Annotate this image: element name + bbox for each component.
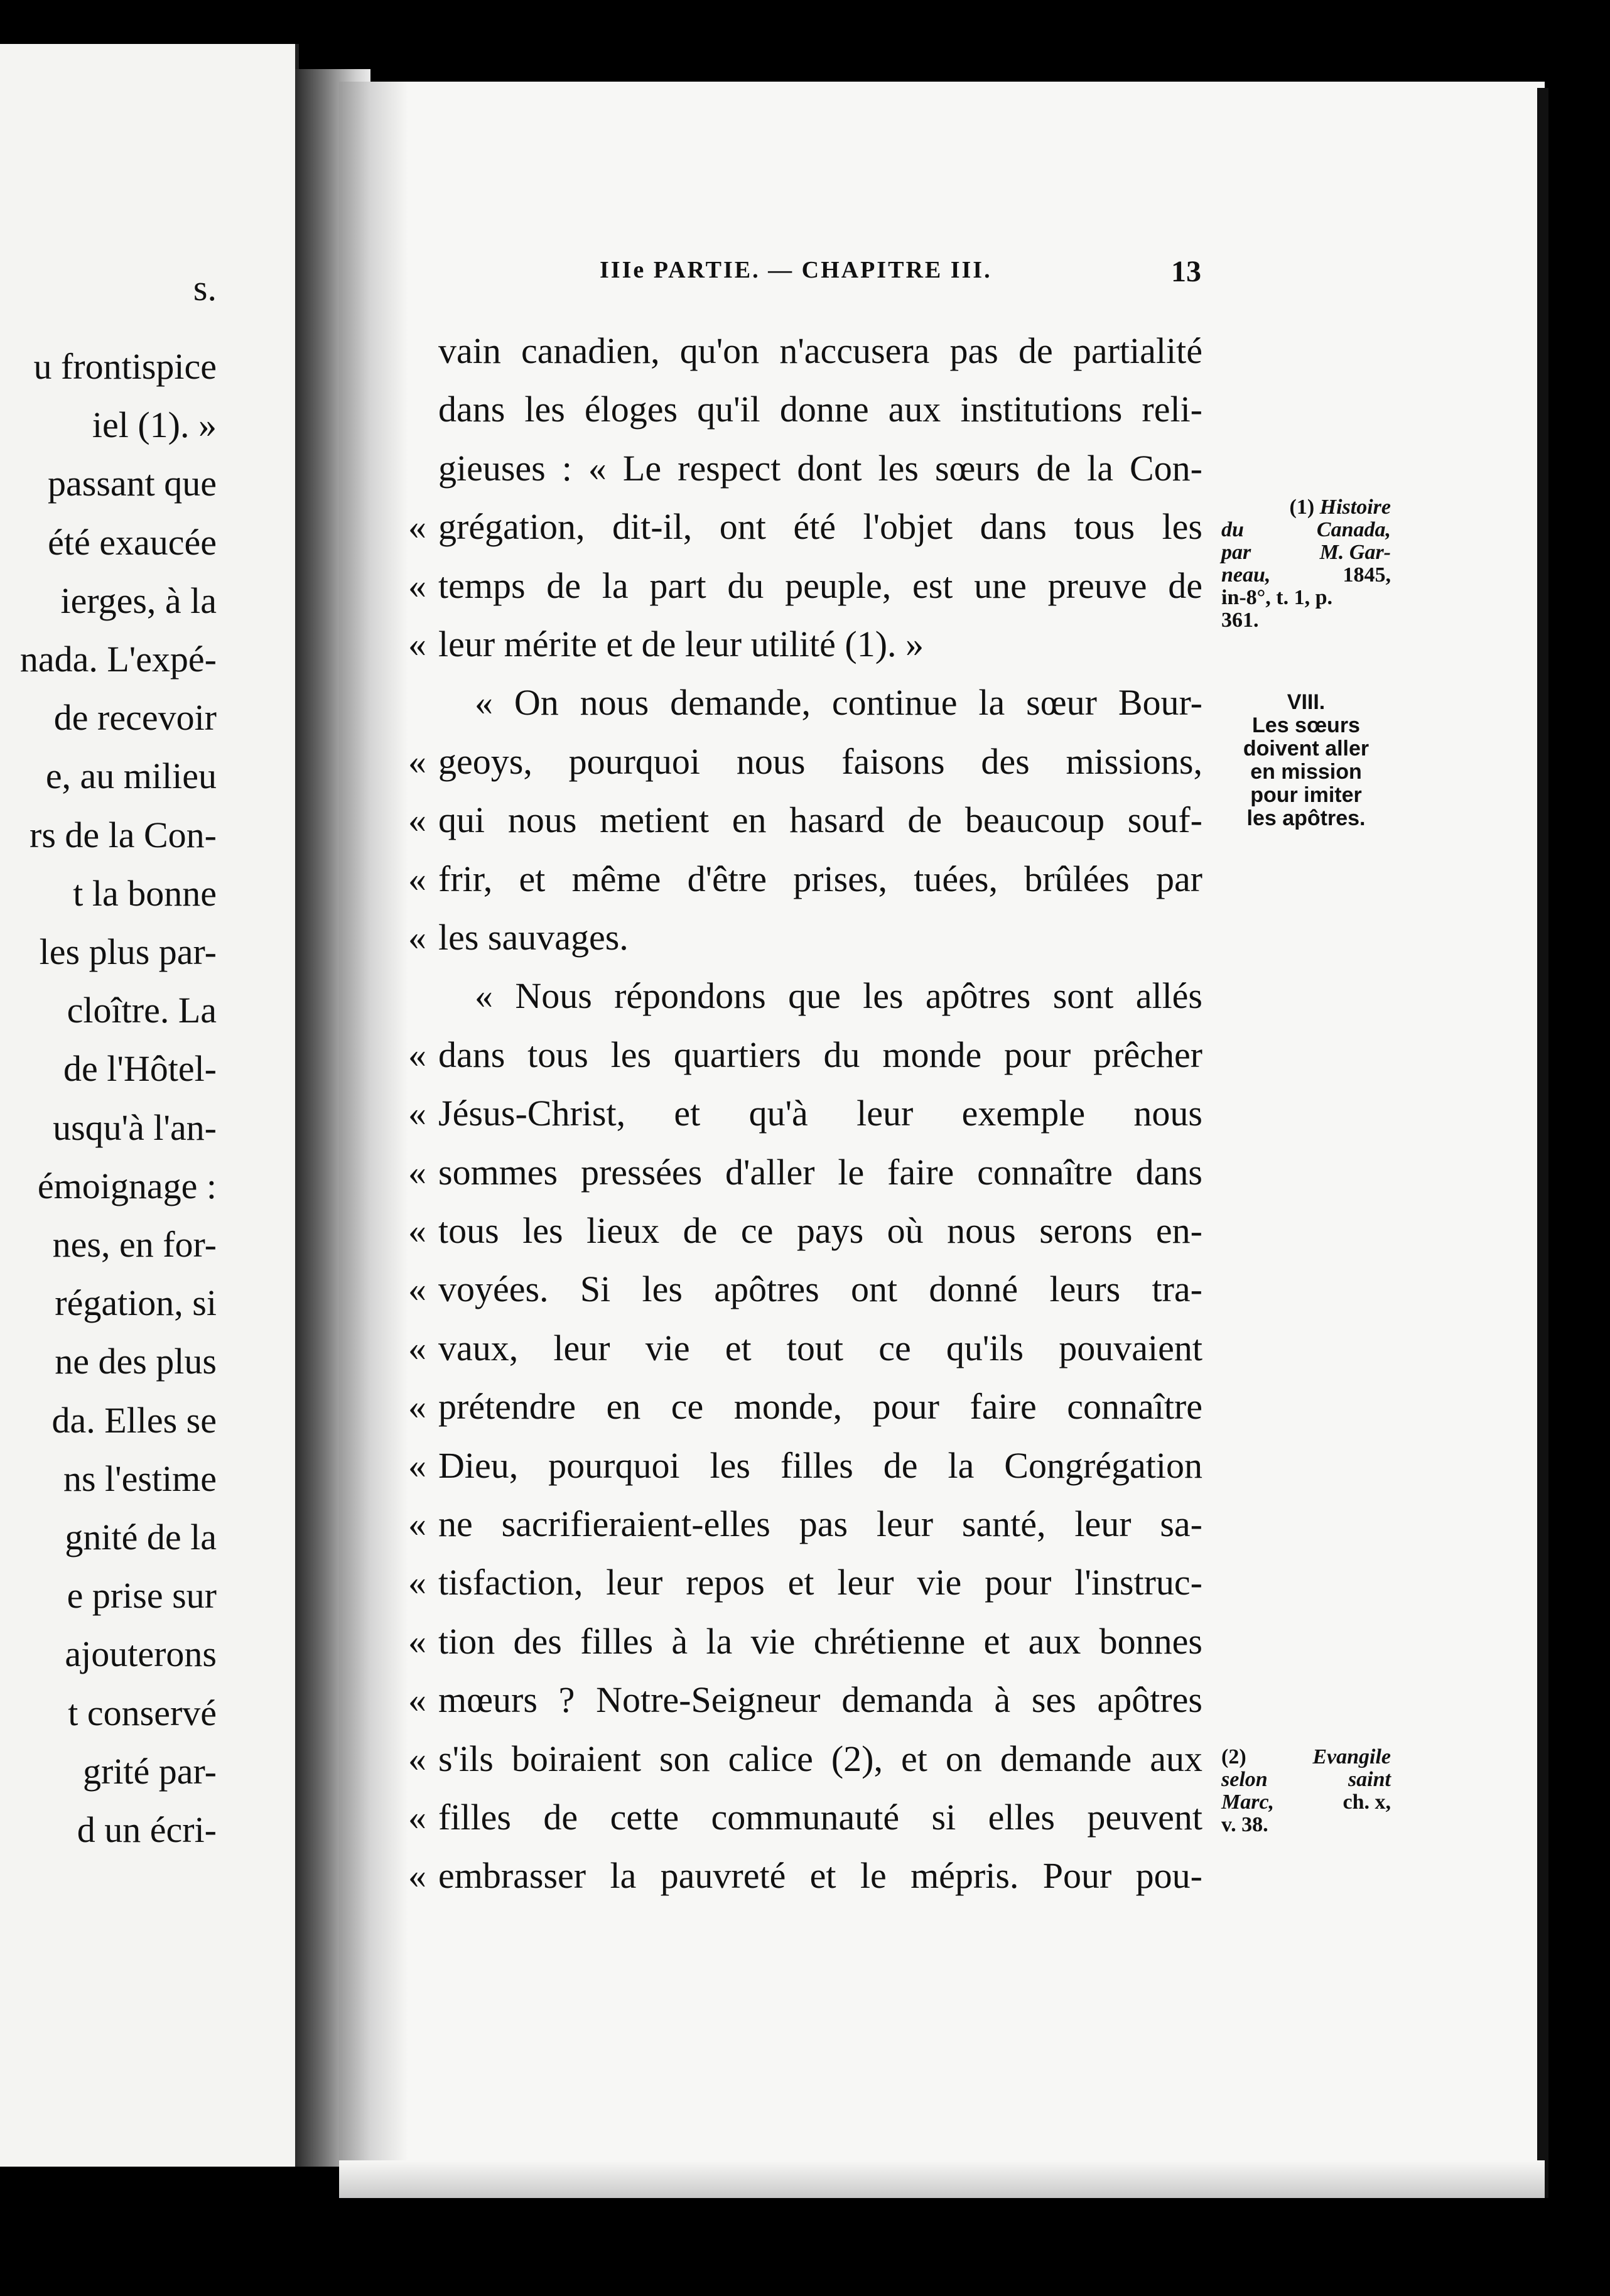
text-line xyxy=(408,919,1202,956)
quote-mark: « xyxy=(408,1327,426,1368)
quote-mark: « xyxy=(408,1034,426,1075)
text-line-content: « Nous répondons que les apôtres sont allés xyxy=(475,975,1202,1017)
text-line-content: dans les éloges qu'il donne aux institutions reli- xyxy=(438,389,1202,430)
quote-mark: « xyxy=(408,799,426,841)
quote-mark: « xyxy=(408,624,426,664)
text-line-content: prétendre en ce monde, pour faire connaître xyxy=(438,1386,1202,1427)
text-line xyxy=(408,1095,1202,1132)
page-number: 13 xyxy=(1171,255,1201,288)
left-page-line: de recevoir xyxy=(53,697,217,739)
left-page-line: rs de la Con- xyxy=(30,814,217,855)
text-line xyxy=(408,1503,1202,1544)
footnote-2-line3a: Marc, xyxy=(1221,1790,1275,1814)
text-line-content: Dieu, pourquoi les filles de la Congrégation xyxy=(438,1444,1202,1486)
page-bottom-shadow xyxy=(339,2160,1545,2198)
text-line xyxy=(408,1271,1202,1308)
text-line-content: « On nous demande, continue la sœur Bour- xyxy=(475,682,1202,723)
quote-mark: « xyxy=(408,1151,426,1193)
text-line xyxy=(408,799,1202,841)
quote-mark: « xyxy=(408,1620,426,1662)
left-page-line: d un écri- xyxy=(77,1809,217,1850)
text-line xyxy=(408,506,1202,548)
left-page-line: régation, si xyxy=(55,1282,217,1324)
quote-mark: « xyxy=(408,1093,426,1134)
text-line-content: vaux, leur vie et tout ce qu'ils pouvaient xyxy=(438,1327,1202,1368)
quote-mark: « xyxy=(408,1562,426,1603)
left-page-line: ierges, à la xyxy=(60,580,217,621)
text-line-content: s'ils boiraient son calice (2), et on demande aux xyxy=(438,1738,1202,1779)
text-line-content: geoys, pourquoi nous faisons des missions, xyxy=(438,740,1202,782)
text-line-content: grégation, dit-il, ont été l'objet dans tous les xyxy=(438,506,1202,548)
footnote-1-line6: 361. xyxy=(1221,609,1259,632)
quote-mark: « xyxy=(408,506,426,548)
text-line-content: les sauvages. xyxy=(438,917,629,958)
text-line-content: tous les lieux de ce pays où nous serons en- xyxy=(438,1210,1202,1251)
quote-mark: « xyxy=(408,1679,426,1721)
quote-mark: « xyxy=(408,858,426,899)
left-page-line: da. Elles se xyxy=(51,1399,217,1441)
text-line xyxy=(408,1620,1202,1662)
left-page-line: u frontispice xyxy=(33,346,217,387)
quote-mark: « xyxy=(408,1797,426,1838)
text-line xyxy=(408,975,1202,1017)
margin-section-title xyxy=(1221,691,1391,830)
left-page-line: de l'Hôtel- xyxy=(63,1048,217,1090)
footnote-1-line4b: 1845, xyxy=(1343,563,1391,587)
margin-section-line4: pour imiter xyxy=(1250,783,1362,807)
left-page-line: usqu'à l'an- xyxy=(53,1107,217,1148)
footnote-2-line1: Evangile xyxy=(1312,1745,1391,1768)
text-line xyxy=(408,391,1202,428)
page-gutter xyxy=(339,82,408,2198)
footnote-1-line4a: neau, xyxy=(1221,563,1271,587)
left-page-line: cloître. La xyxy=(67,990,217,1031)
margin-section-line5: les apôtres. xyxy=(1246,806,1366,830)
text-line xyxy=(408,1855,1202,1897)
left-page-line: s. xyxy=(193,268,217,308)
quote-mark: « xyxy=(408,1738,426,1779)
left-page-line: nes, en for- xyxy=(52,1224,217,1265)
text-line xyxy=(408,1679,1202,1721)
text-line-content: mœurs ? Notre-Seigneur demanda à ses apôtres xyxy=(438,1679,1202,1721)
quote-mark: « xyxy=(408,917,426,958)
quote-mark: « xyxy=(408,740,426,782)
margin-section-number: VIII. xyxy=(1287,690,1326,714)
text-line-content: qui nous metient en hasard de beaucoup souf- xyxy=(438,799,1202,841)
text-line-content: leur mérite et de leur utilité (1). » xyxy=(438,624,924,664)
footnote-1-line5: in-8°, t. 1, p. xyxy=(1221,586,1333,609)
text-line-content: ne sacrifieraient-elles pas leur santé, leur sa- xyxy=(438,1503,1202,1544)
text-line-content: tion des filles à la vie chrétienne et aux bonnes xyxy=(438,1620,1202,1662)
left-page-line: ne des plus xyxy=(55,1341,217,1382)
text-line xyxy=(408,1151,1202,1193)
quote-mark: « xyxy=(408,1444,426,1486)
text-line xyxy=(408,1799,1202,1836)
footnote-2-line4: v. 38. xyxy=(1221,1813,1268,1836)
left-page-line: émoignage : xyxy=(37,1165,217,1206)
text-line xyxy=(408,330,1202,371)
text-line xyxy=(408,1034,1202,1075)
footnote-1-line3a: par xyxy=(1221,541,1251,564)
text-line-content: gieuses : « Le respect dont les sœurs de la Con- xyxy=(438,447,1202,489)
left-page-line: les plus par- xyxy=(39,931,217,972)
text-line-content: sommes pressées d'aller le faire connaître dans xyxy=(438,1151,1202,1193)
text-line xyxy=(408,1738,1202,1779)
left-page-line: ns l'estime xyxy=(63,1458,217,1499)
left-page-line: iel (1). » xyxy=(92,404,217,446)
margin-section-line1: Les sœurs xyxy=(1252,713,1360,737)
text-line xyxy=(408,626,1202,663)
footnote-1-line1: Histoire xyxy=(1319,495,1391,519)
text-line-content: dans tous les quartiers du monde pour prêcher xyxy=(438,1034,1202,1075)
text-line-content: Jésus-Christ, et qu'à leur exemple nous xyxy=(438,1093,1202,1134)
text-line xyxy=(408,1564,1202,1601)
text-line xyxy=(408,447,1202,489)
text-line xyxy=(408,1327,1202,1368)
footnote-2-line2a: selon xyxy=(1221,1768,1268,1791)
text-line xyxy=(408,1444,1202,1486)
left-page-line: nada. L'expé- xyxy=(19,639,217,680)
left-page-line: grité par- xyxy=(83,1750,217,1792)
footnote-2-line2b: saint xyxy=(1348,1768,1391,1791)
left-page-line: t la bonne xyxy=(73,872,217,914)
text-line-content: voyées. Si les apôtres ont donné leurs tra- xyxy=(438,1269,1202,1310)
footnote-1 xyxy=(1221,496,1391,632)
quote-mark: « xyxy=(408,1269,426,1310)
footnote-1-number: (1) xyxy=(1289,495,1315,519)
left-page-line: gnité de la xyxy=(65,1517,217,1557)
quote-mark: « xyxy=(408,565,426,606)
left-page-line: e, au milieu xyxy=(45,755,217,797)
footnote-2-line3b: ch. x, xyxy=(1343,1790,1391,1814)
left-page-line: été exaucée xyxy=(48,521,217,563)
text-line xyxy=(408,565,1202,606)
quote-mark: « xyxy=(408,1386,426,1427)
text-line xyxy=(408,1386,1202,1427)
footnote-1-line3b: M. Gar- xyxy=(1319,541,1391,564)
text-line xyxy=(408,682,1202,723)
footnote-2 xyxy=(1221,1746,1391,1836)
left-page-line: passant que xyxy=(48,463,217,504)
running-title: IIIe PARTIE. — CHAPITRE III. xyxy=(600,257,992,283)
text-line-content: embrasser la pauvreté et le mépris. Pour pou- xyxy=(438,1855,1202,1897)
left-page-line: ajouterons xyxy=(65,1633,217,1675)
text-line-content: frir, et même d'être prises, tuées, brûlées par xyxy=(438,858,1202,899)
text-line-content: vain canadien, qu'on n'accusera pas de partialité xyxy=(438,330,1202,371)
text-line xyxy=(408,858,1202,899)
quote-mark: « xyxy=(408,1855,426,1897)
margin-section-line2: doivent aller xyxy=(1243,737,1370,761)
left-page-line: e prise sur xyxy=(67,1575,217,1616)
text-line xyxy=(408,1210,1202,1251)
margin-section-line3: en mission xyxy=(1250,760,1362,784)
text-line-content: filles de cette communauté si elles peuvent xyxy=(438,1797,1202,1838)
quote-mark: « xyxy=(408,1210,426,1251)
quote-mark: « xyxy=(408,1503,426,1544)
left-page-line: t conservé xyxy=(68,1692,217,1733)
page-edge xyxy=(1537,88,1548,2198)
text-line-content: temps de la part du peuple, est une preuve de xyxy=(438,565,1202,606)
text-line xyxy=(408,740,1202,782)
footnote-1-line2b: Canada, xyxy=(1316,518,1391,541)
text-line-content: tisfaction, leur repos et leur vie pour l'instruc- xyxy=(438,1562,1202,1603)
footnote-2-number: (2) xyxy=(1221,1745,1246,1768)
footnote-1-line2a: du xyxy=(1221,518,1244,541)
